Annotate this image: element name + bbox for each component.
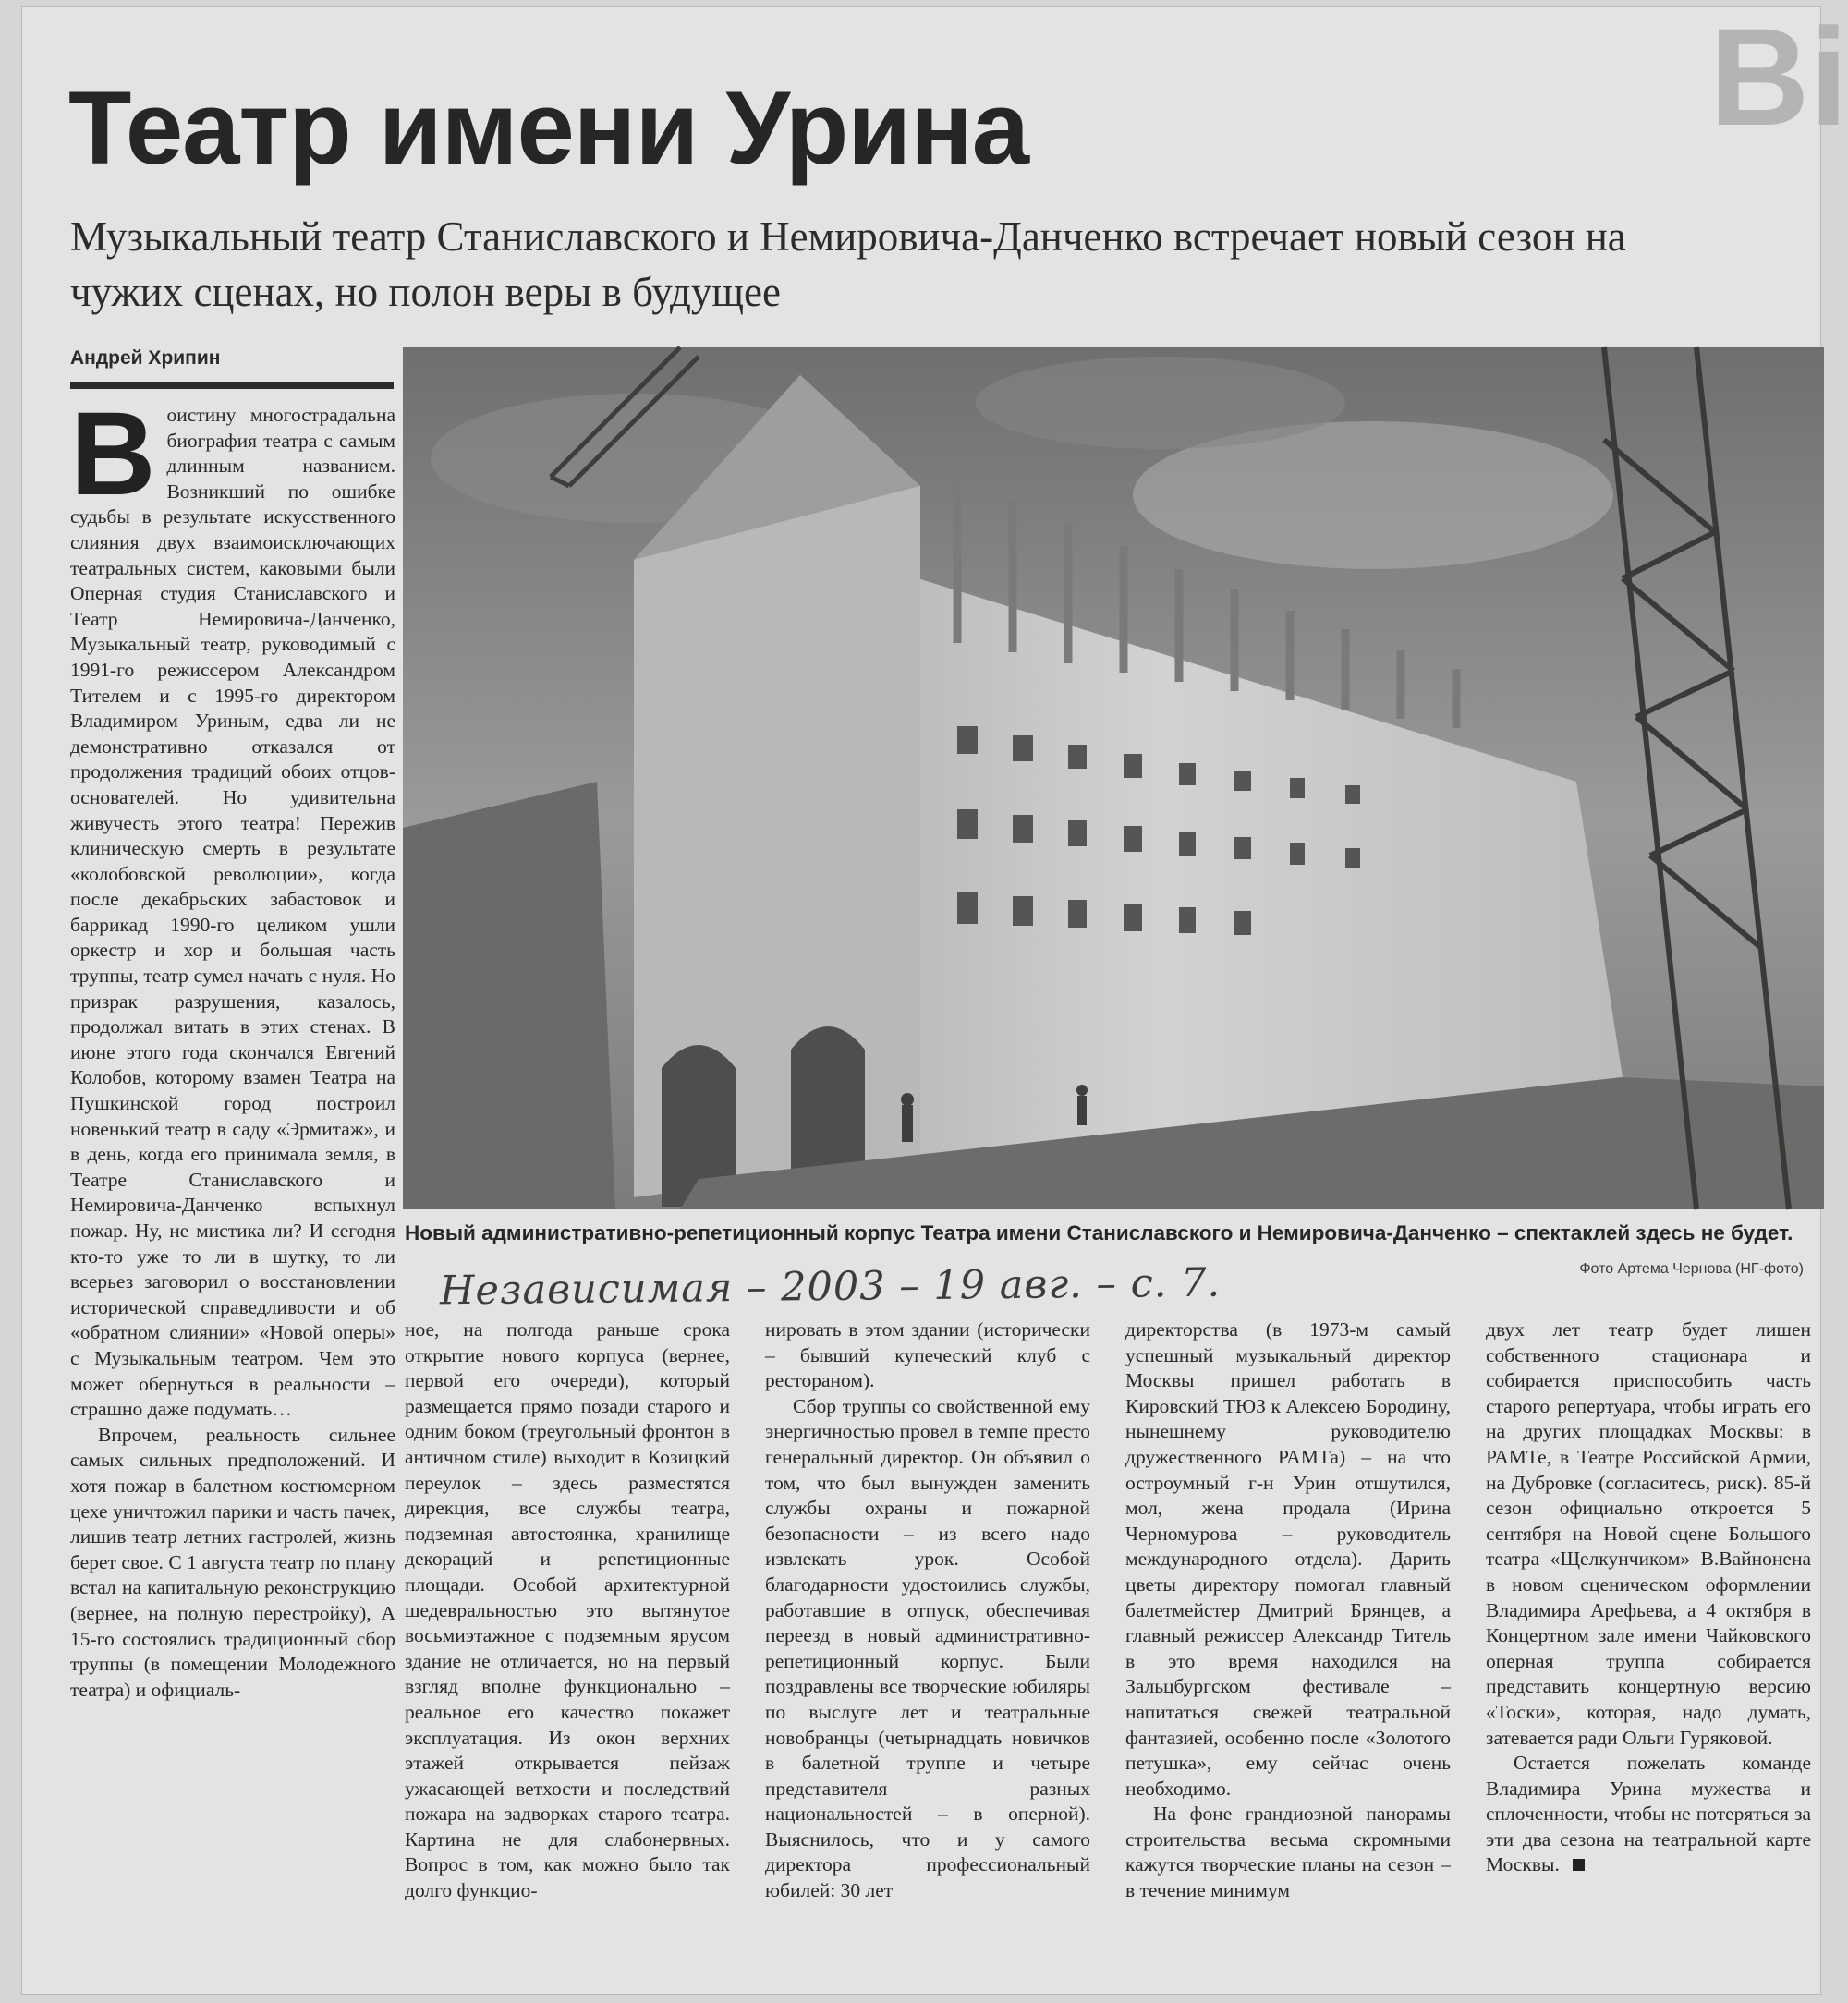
paragraph: Воистину многострадальна биография театра с самым длинным названием. Возникший по ошибке судьбы в результате искусственного слияния двух взаимоисключающих театральных систем, каковыми были Оперная студия Станиславского и Театр Немировича-Данченко, Музыкальный театр, руководимый с 1991-го режиссером Александром Тителем и с 1995-го директором Владимиром Уриным, едва ли не демонстративно отказался от продолжения традиций обоих отцов-основателей. Но удивительна живучесть этого театра! Пережив клиническую смерть в результате «колобовской революции», когда после декабрьских забастовок и баррикад 1990-го целиком ушли оркестр и хор и большая часть труппы, театр сумел начать с нуля. Но призрак разрушения, казалось, продолжал витать в этих стенах. В июне этого года скончался Евгений Колобов, которому взамен Театра на Пушкинской город построил новенький театр в саду «Эрмитаж», и в день, когда его принимала земля, в Театре Станиславского и Немировича-Данченко вспыхнул пожар. Ну, не мистика ли? И сегодня кто-то уже то ли в шутку, то ли всерьез заговорил о восстановлении исторической справедливости и об «обратном слиянии» «Новой оперы» с Музыкальным театром. Чем это может обернуться в реальности – страшно даже подумать…	[70, 388, 395, 1421]
paragraph: Сбор труппы со свойственной ему энергичностью провел в темпе престо генеральный директор. Он объявил о том, что был вынужден заменить службы охраны и пожарной безопасности – из всего надо извлекать урок. Особой благодарности удостоились службы, работавшие в отпуск, обеспечивая переезд в новый административно-репетиционный корпус. Были поздравлены все творческие юбиляры по выслуге лет и театральные новобранцы (четырнадцать новичков в балетной труппе и четыре представителя разных национальностей – в оперной). Выяснилось, что и у самого директора профессиональный юбилей: 30 лет	[765, 1394, 1090, 1902]
paragraph: ное, на полгода раньше срока открытие нового корпуса (вернее, первой его очереди), который размещается прямо позади старого и одним боком (треугольный фронтон в античном стиле) выходит в Козицкий переулок – здесь разместятся дирекция, все службы театра, подземная автостоянка, хранилище декораций и репетиционные площади. Особой архитектурной шедевральностью это вытянутое восьмиэтажное с подземным ярусом здание не отличается, но на первый взгляд вполне функционально – реальное его качество покажет эксплуатация. Из окон верхних этажей открывается пейзаж ужасающей ветхости и последствий пожара на задворках старого театра. Картина не для слабонервных. Вопрос в том, как можно было так долго функцио-	[405, 1318, 730, 1902]
paragraph: Впрочем, реальность сильнее самых сильных предположений. И хотя пожар в балетном костюмерном цехе уничтожил парики и часть пачек, лишив театр летних гастролей, жизнь берет свое. С 1 августа театр по плану встал на капитальную реконструкцию (вернее, на полную перестройку), А 15-го состоялись традиционный сбор труппы (в помещении Молодежного театра) и официаль-	[70, 1423, 395, 1701]
handwritten-source-note: Независимая – 2003 – 19 авг. – с. 7.	[439, 1259, 1222, 1315]
article-headline: Театр имени Урина	[68, 70, 1029, 186]
paragraph: двух лет театр будет лишен собственного стационара и собирается приспособить часть старого репертуара, чтобы играть его на других площадках Москвы: в РАМТе, в Театре Российской Армии, на Дубровке (согласитесь, риск). 85-й сезон официально откроется 5 сентября на Новой сцене Большого театра «Щелкунчиком» В.Вайнонена в новом сценическом оформлении Владимира Арефьева, а 4 октября в Концертном зале имени Чайковского оперная труппа собирается представить концертную версию «Тоски», которая, надо думать, затевается ради Ольги Гуряковой.	[1486, 1318, 1811, 1749]
paragraph: Остается пожелать команде Владимира Урина мужества и сплоченности, чтобы не потеряться за эти два сезона на театральной карте Москвы.	[1486, 1752, 1811, 1876]
newspaper-clipping	[22, 0, 1848, 1994]
end-of-article-mark	[1573, 1859, 1585, 1871]
adjacent-article-fragment: Bi	[1709, 0, 1848, 154]
paragraph: директорства (в 1973-м самый успешный музыкальный директор Москвы пришел работать в Кировский ТЮЗ к Алексею Бородину, нынешнему руководителю дружественного РАМТа) – на что остроумный г-н Урин отшутился, мол, жена продала (Ирина Черномурова – руководитель международного отдела). Дарить цветы директору помогал главный балетмейстер Дмитрий Брянцев, а главный режиссер Александр Титель в это время находился на Зальцбургском фестивале – напитаться свежей театральной фантазией, особенно после «Золотого петушка», ему сейчас очень необходимо.	[1125, 1318, 1451, 1800]
photo-caption: Новый административно-репетиционный корпус Театра имени Станиславского и Немировича-Данченко – спектаклей здесь не будет.	[405, 1221, 1793, 1244]
article-column-5	[1486, 1317, 1811, 1964]
photo-credit: Фото Артема Чернова (НГ-фото)	[1579, 1261, 1804, 1277]
article-column-4	[1125, 1317, 1451, 1964]
theatre-building-image	[403, 347, 1824, 1209]
paragraph: нировать в этом здании (исторически – бывший купеческий клуб с рестораном).	[765, 1318, 1090, 1392]
article-column-3	[765, 1317, 1090, 1964]
building-photo	[403, 347, 1824, 1209]
article-column-2	[405, 1317, 730, 1964]
drop-cap: В	[70, 388, 156, 520]
article-subtitle: Музыкальный театр Станиславского и Немировича-Данченко встречает новый сезон на чужих сценах, но полон веры в будущее	[70, 213, 1626, 315]
author-byline: Андрей Хрипин	[70, 347, 394, 389]
paragraph: На фоне грандиозной панорамы строительства весьма скромными кажутся творческие планы на сезон – в течение минимум	[1125, 1803, 1451, 1902]
article-column-1	[70, 388, 395, 1964]
